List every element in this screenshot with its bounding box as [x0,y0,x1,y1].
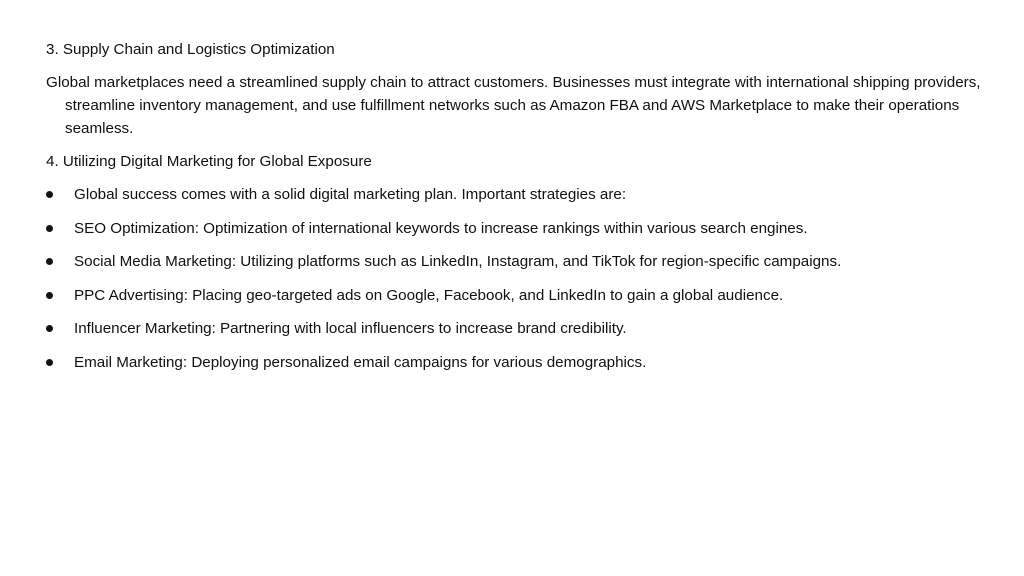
bullet-text: Social Media Marketing: Utilizing platforms such as LinkedIn, Instagram, and TikTok for region-specific campaigns. [74,253,842,270]
slide-content [46,38,996,384]
bullet-item [46,250,996,273]
bullet-text: PPC Advertising: Placing geo-targeted ads on Google, Facebook, and LinkedIn to gain a global audience. [74,286,784,304]
bullet-text: Email Marketing: Deploying personalized email campaigns for various demographics. [74,353,647,371]
bullet-text: SEO Optimization: Optimization of international keywords to increase rankings within various search engines. [74,219,808,237]
section-4-heading: 4. Utilizing Digital Marketing for Global Exposure [46,153,372,170]
bullet-dot-icon [46,292,53,299]
bullet-dot-icon [46,359,53,366]
bullet-text: Global success comes with a solid digital marketing plan. Important strategies are: [74,186,627,203]
bullet-dot-icon [46,325,53,332]
bullet-dot-icon [46,225,53,232]
bullet-item [46,217,996,240]
bullet-dot-icon [46,258,53,265]
section-4-bullet-list [46,183,996,374]
bullet-item [46,284,996,307]
section-3-paragraph: Global marketplaces need a streamlined supply chain to attract customers. Businesses must integrate with international shipping providers, streamline inventory management, and use fulfillment networks such as Amazon FBA and AWS Marketplace to make their operations seamless. [46,74,981,137]
bullet-item [46,317,996,340]
bullet-text: Influencer Marketing: Partnering with local influencers to increase brand credibility. [74,320,627,337]
bullet-item [46,351,996,374]
bullet-item [46,183,996,206]
section-3-heading: 3. Supply Chain and Logistics Optimization [46,41,335,58]
bullet-dot-icon [46,191,53,198]
